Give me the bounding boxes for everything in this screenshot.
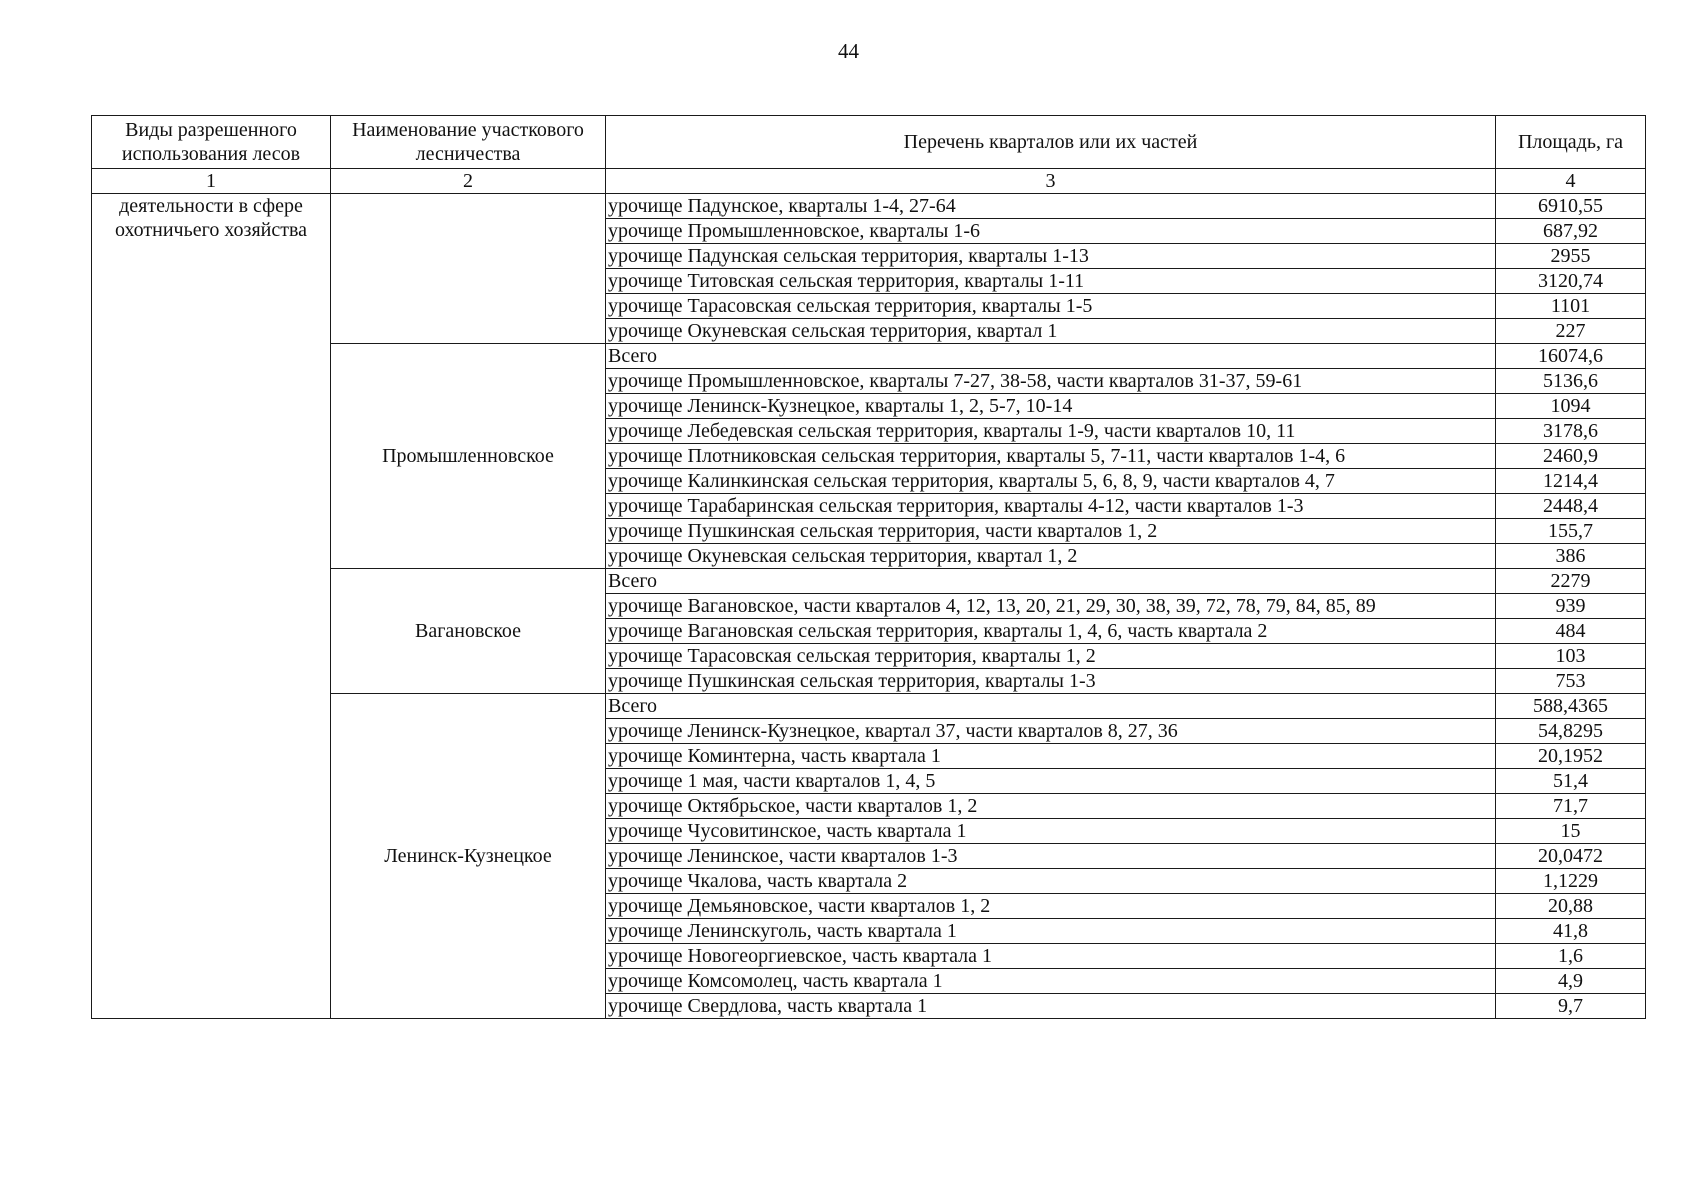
quarters-list-cell: урочище Промышленновское, кварталы 1-6 [606, 219, 1496, 244]
quarters-list-cell: урочище Ленинск-Кузнецкое, кварталы 1, 2, 5-7, 10-14 [606, 394, 1496, 419]
area-cell: 20,0472 [1496, 844, 1646, 869]
page-number: 44 [838, 39, 859, 63]
area-cell: 51,4 [1496, 769, 1646, 794]
quarters-list-cell: урочище Вагановская сельская территория, кварталы 1, 4, 6, часть квартала 2 [606, 619, 1496, 644]
header-forestry: Наименование участкового лесничества [331, 116, 606, 169]
column-number: 1 [92, 169, 331, 194]
area-cell: 6910,55 [1496, 194, 1646, 219]
quarters-list-cell: урочище Титовская сельская территория, кварталы 1-11 [606, 269, 1496, 294]
quarters-list-cell: урочище Тарасовская сельская территория, кварталы 1-5 [606, 294, 1496, 319]
quarters-list-cell: урочище Промышленновское, кварталы 7-27, 38-58, части кварталов 31-37, 59-61 [606, 369, 1496, 394]
area-cell: 41,8 [1496, 919, 1646, 944]
quarters-list-cell: урочище Калинкинская сельская территория, кварталы 5, 6, 8, 9, части кварталов 4, 7 [606, 469, 1496, 494]
table-row [92, 194, 1646, 219]
quarters-list-cell: урочище Тарабаринская сельская территория, кварталы 4-12, части кварталов 1-3 [606, 494, 1496, 519]
quarters-list-cell: урочище Ленинскуголь, часть квартала 1 [606, 919, 1496, 944]
quarters-list-cell: урочище Окуневская сельская территория, квартал 1, 2 [606, 544, 1496, 569]
area-cell: 20,88 [1496, 894, 1646, 919]
area-cell: 939 [1496, 594, 1646, 619]
quarters-list-cell: Всего [606, 694, 1496, 719]
area-cell: 1101 [1496, 294, 1646, 319]
forestry-name-cell: Ленинск-Кузнецкое [331, 694, 606, 1019]
area-cell: 2448,4 [1496, 494, 1646, 519]
quarters-list-cell: урочище 1 мая, части кварталов 1, 4, 5 [606, 769, 1496, 794]
area-cell: 3120,74 [1496, 269, 1646, 294]
area-cell: 9,7 [1496, 994, 1646, 1019]
area-cell: 71,7 [1496, 794, 1646, 819]
quarters-list-cell: урочище Комсомолец, часть квартала 1 [606, 969, 1496, 994]
forest-use-table [91, 115, 1646, 1019]
quarters-list-cell: урочище Пушкинская сельская территория, части кварталов 1, 2 [606, 519, 1496, 544]
area-cell: 15 [1496, 819, 1646, 844]
quarters-list-cell: урочище Падунское, кварталы 1-4, 27-64 [606, 194, 1496, 219]
quarters-list-cell: урочище Коминтерна, часть квартала 1 [606, 744, 1496, 769]
area-cell: 3178,6 [1496, 419, 1646, 444]
area-cell: 2955 [1496, 244, 1646, 269]
quarters-list-cell: урочище Плотниковская сельская территория, кварталы 5, 7-11, части кварталов 1-4, 6 [606, 444, 1496, 469]
quarters-list-cell: урочище Новогеоргиевское, часть квартала 1 [606, 944, 1496, 969]
quarters-list-cell: урочище Чкалова, часть квартала 2 [606, 869, 1496, 894]
header-quarters-list: Перечень кварталов или их частей [606, 116, 1496, 169]
area-cell: 687,92 [1496, 219, 1646, 244]
area-cell: 1214,4 [1496, 469, 1646, 494]
quarters-list-cell: урочище Свердлова, часть квартала 1 [606, 994, 1496, 1019]
column-number: 2 [331, 169, 606, 194]
area-cell: 20,1952 [1496, 744, 1646, 769]
area-cell: 54,8295 [1496, 719, 1646, 744]
area-cell: 484 [1496, 619, 1646, 644]
forestry-name-cell: Промышленновское [331, 344, 606, 569]
quarters-list-cell: урочище Октябрьское, части кварталов 1, 2 [606, 794, 1496, 819]
header-use-type: Виды разрешенного использования лесов [92, 116, 331, 169]
quarters-list-cell: урочище Тарасовская сельская территория, кварталы 1, 2 [606, 644, 1496, 669]
area-cell: 5136,6 [1496, 369, 1646, 394]
area-cell: 588,4365 [1496, 694, 1646, 719]
table-body [92, 116, 1646, 1019]
use-type-cell: деятельности в сфере охотничьего хозяйства [92, 194, 331, 1019]
area-cell: 227 [1496, 319, 1646, 344]
column-number: 3 [606, 169, 1496, 194]
quarters-list-cell: урочище Лебедевская сельская территория, кварталы 1-9, части кварталов 10, 11 [606, 419, 1496, 444]
quarters-list-cell: урочище Окуневская сельская территория, квартал 1 [606, 319, 1496, 344]
area-cell: 753 [1496, 669, 1646, 694]
header-area: Площадь, га [1496, 116, 1646, 169]
area-cell: 2460,9 [1496, 444, 1646, 469]
header-row [92, 116, 1646, 169]
quarters-list-cell: урочище Пушкинская сельская территория, кварталы 1-3 [606, 669, 1496, 694]
area-cell: 1094 [1496, 394, 1646, 419]
forestry-name-cell [331, 194, 606, 344]
quarters-list-cell: урочище Демьяновское, части кварталов 1, 2 [606, 894, 1496, 919]
area-cell: 103 [1496, 644, 1646, 669]
area-cell: 1,1229 [1496, 869, 1646, 894]
quarters-list-cell: урочище Вагановское, части кварталов 4, 12, 13, 20, 21, 29, 30, 38, 39, 72, 78, 79, 84, 85, 89 [606, 594, 1496, 619]
quarters-list-cell: урочище Ленинск-Кузнецкое, квартал 37, части кварталов 8, 27, 36 [606, 719, 1496, 744]
area-cell: 386 [1496, 544, 1646, 569]
area-cell: 2279 [1496, 569, 1646, 594]
area-cell: 4,9 [1496, 969, 1646, 994]
area-cell: 155,7 [1496, 519, 1646, 544]
quarters-list-cell: урочище Падунская сельская территория, кварталы 1-13 [606, 244, 1496, 269]
quarters-list-cell: Всего [606, 344, 1496, 369]
area-cell: 1,6 [1496, 944, 1646, 969]
quarters-list-cell: Всего [606, 569, 1496, 594]
quarters-list-cell: урочище Чусовитинское, часть квартала 1 [606, 819, 1496, 844]
area-cell: 16074,6 [1496, 344, 1646, 369]
column-number: 4 [1496, 169, 1646, 194]
quarters-list-cell: урочище Ленинское, части кварталов 1-3 [606, 844, 1496, 869]
forestry-name-cell: Вагановское [331, 569, 606, 694]
column-numbers-row [92, 169, 1646, 194]
